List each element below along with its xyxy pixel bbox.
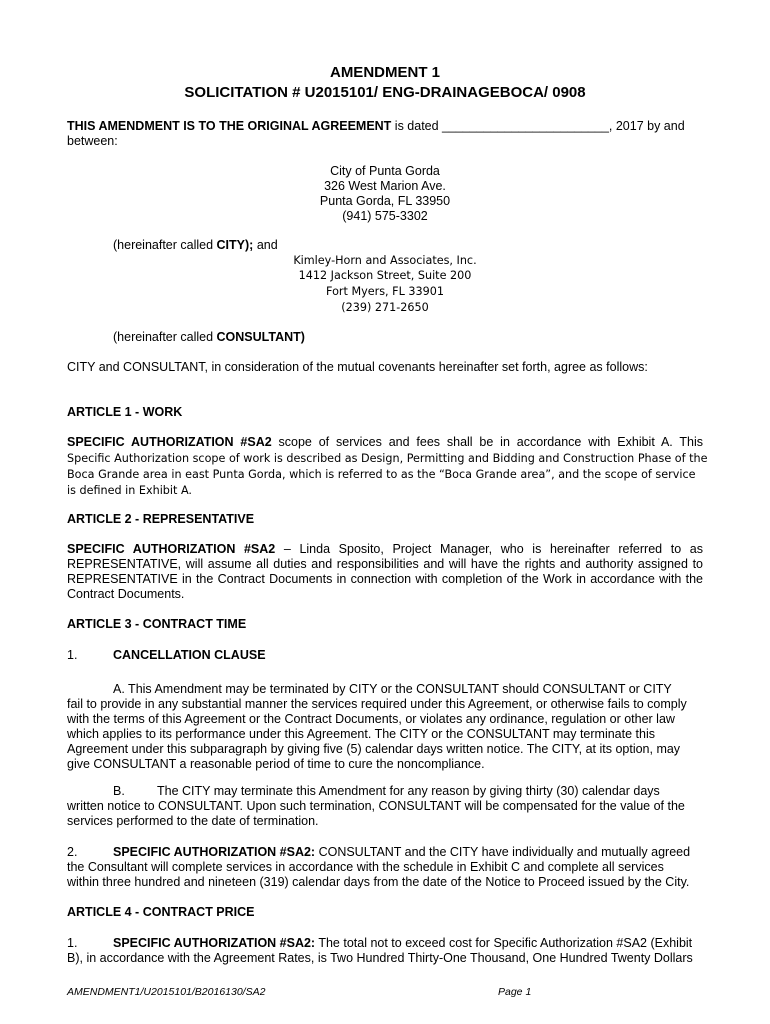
article1-heading: ARTICLE 1 - WORK xyxy=(67,405,183,419)
footer-document-id: AMENDMENT1/U2015101/B2016130/SA2 xyxy=(67,986,266,998)
city-called-pre: (hereinafter called xyxy=(113,238,217,252)
article2-line3: REPRESENTATIVE in the Contract Documents in connection with completion of the Work in accordance with the xyxy=(67,572,703,586)
article1-line3: Boca Grande area in east Punta Gorda, which is referred to as the “Boca Grande area”, and the scope of service xyxy=(67,468,696,481)
article1-line4: is defined in Exhibit A. xyxy=(67,484,192,497)
intro-line2: between: xyxy=(67,134,118,148)
article4-heading: ARTICLE 4 - CONTRACT PRICE xyxy=(67,905,255,919)
clause-a-line6: give CONSULTANT a reasonable period of time to cure the noncompliance. xyxy=(67,757,485,771)
article3-item2-line2: the Consultant will complete services in accordance with the schedule in Exhibit C and complete all services xyxy=(67,860,664,874)
article4-item1-line1 xyxy=(113,936,692,950)
article4-item1-bold: SPECIFIC AUTHORIZATION #SA2: xyxy=(113,936,316,950)
city-called-bold: CITY); xyxy=(216,238,254,252)
clause-a-line5: Agreement under this subparagraph by giving five (5) calendar days written notice. The CITY, at its option, may xyxy=(67,742,681,756)
article2-rest: – Linda Sposito, Project Manager, who is hereinafter referred to as xyxy=(275,542,703,556)
city-address: 326 West Marion Ave. xyxy=(324,179,446,193)
article2-line4: Contract Documents. xyxy=(67,587,185,601)
article4-item1-line2: B), in accordance with the Agreement Rates, is Two Hundred Thirty-One Thousand, One Hundred Twenty Dollars xyxy=(67,951,693,965)
clause-b-label: B. xyxy=(113,784,125,798)
intro-bold: THIS AMENDMENT IS TO THE ORIGINAL AGREEMENT xyxy=(67,119,392,133)
consultant-called xyxy=(113,330,305,344)
consultant-name: Kimley-Horn and Associates, Inc. xyxy=(293,254,477,267)
clause-a-line4: which applies to its performance under this Agreement. The CITY or the CONSULTANT may terminate this xyxy=(67,727,655,741)
article3-item2-line1 xyxy=(113,845,690,859)
footer-page-number: Page 1 xyxy=(498,986,532,998)
article4-item1-rest: The total not to exceed cost for Specific Authorization #SA2 (Exhibit xyxy=(315,936,693,950)
article4-item1-number: 1. xyxy=(67,936,78,950)
article1-bold: SPECIFIC AUTHORIZATION #SA2 xyxy=(67,435,272,449)
article3-item2-bold: SPECIFIC AUTHORIZATION #SA2: xyxy=(113,845,316,859)
article1-line1 xyxy=(67,435,703,449)
city-phone: (941) 575-3302 xyxy=(342,209,428,223)
title-amendment: AMENDMENT 1 xyxy=(329,64,440,81)
consultant-phone: (239) 271-2650 xyxy=(341,301,429,314)
consultant-address: 1412 Jackson Street, Suite 200 xyxy=(298,269,472,282)
cancellation-heading: CANCELLATION CLAUSE xyxy=(113,648,266,662)
article1-rest: scope of services and fees shall be in accordance with Exhibit A. This xyxy=(271,435,703,449)
clause-b-line1: The CITY may terminate this Amendment for any reason by giving thirty (30) calendar days xyxy=(157,784,660,798)
article3-item1-number: 1. xyxy=(67,648,78,662)
article2-line1 xyxy=(67,542,703,556)
consultant-locality: Fort Myers, FL 33901 xyxy=(326,285,444,298)
clause-a-line2: fail to provide in any substantial manner the services required under this Agreement, or otherwise fails to comply xyxy=(67,697,687,711)
clause-b-line3: services performed to the date of termination. xyxy=(67,814,319,828)
agree-text: CITY and CONSULTANT, in consideration of the mutual covenants hereinafter set forth, agree as follows: xyxy=(67,360,648,374)
clause-a-line1: A. This Amendment may be terminated by CITY or the CONSULTANT should CONSULTANT or CITY xyxy=(113,682,672,696)
intro-line xyxy=(67,119,685,133)
city-called-post: and xyxy=(253,238,278,252)
article2-bold: SPECIFIC AUTHORIZATION #SA2 xyxy=(67,542,276,556)
article3-heading: ARTICLE 3 - CONTRACT TIME xyxy=(67,617,247,631)
article3-item2-number: 2. xyxy=(67,845,78,859)
consultant-called-pre: (hereinafter called xyxy=(113,330,217,344)
title-solicitation: SOLICITATION # U2015101/ ENG-DRAINAGEBOCA/ 0908 xyxy=(184,84,586,101)
intro-rest: is dated ________________________, 2017 by and xyxy=(391,119,685,133)
article1-line2: Specific Authorization scope of work is described as Design, Permitting and Bidding and Construction Phase of the xyxy=(67,452,708,465)
clause-b-line2: written notice to CONSULTANT. Upon such termination, CONSULTANT will be compensated for the value of the xyxy=(67,799,685,813)
clause-a-line3: with the terms of this Agreement or the Contract Documents, or violates any ordinance, regulation or other law xyxy=(67,712,675,726)
city-called xyxy=(113,238,278,252)
article3-item2-line3: within three hundred and nineteen (319) calendar days from the date of the Notice to Proceed issued by the City. xyxy=(67,875,690,889)
city-name: City of Punta Gorda xyxy=(330,164,440,178)
consultant-called-bold: CONSULTANT) xyxy=(216,330,305,344)
city-locality: Punta Gorda, FL 33950 xyxy=(319,194,451,208)
article2-heading: ARTICLE 2 - REPRESENTATIVE xyxy=(67,512,255,526)
article3-item2-rest: CONSULTANT and the CITY have individually and mutually agreed xyxy=(315,845,691,859)
article2-line2: REPRESENTATIVE, will assume all duties and responsibilities and will have the rights and authority assigned to xyxy=(67,557,703,571)
